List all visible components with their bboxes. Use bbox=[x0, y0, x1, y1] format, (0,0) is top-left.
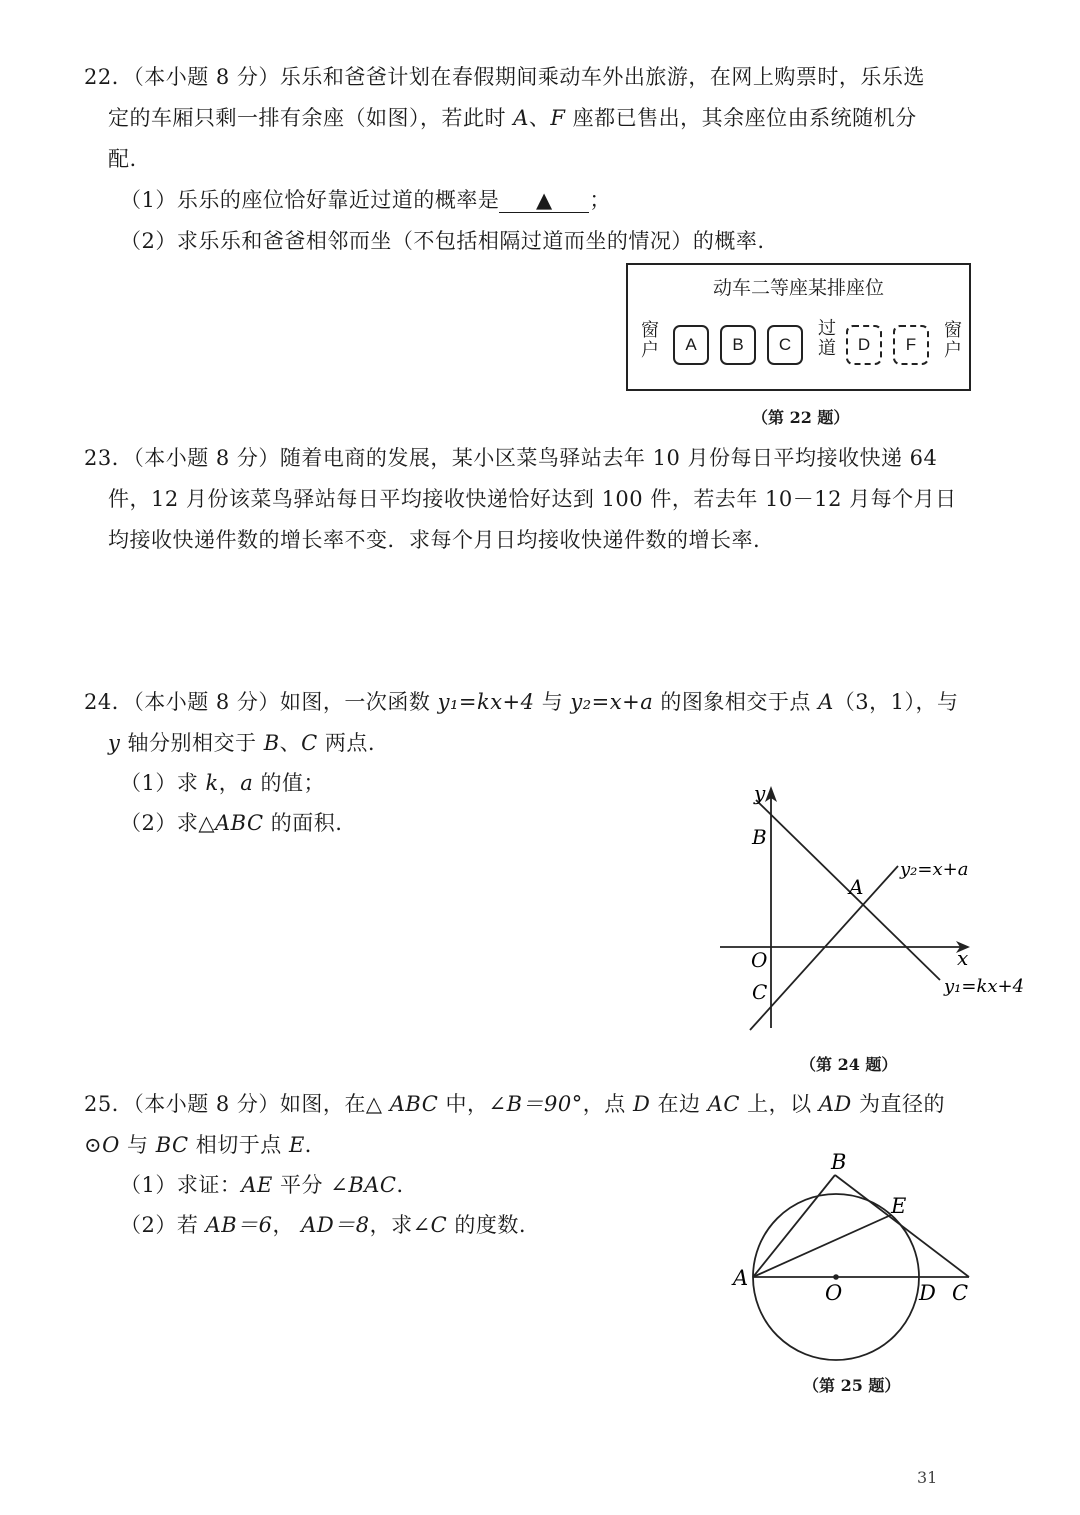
q25-part-2-text: （2）若 bbox=[120, 1213, 206, 1237]
y-axis-label: y bbox=[754, 781, 766, 805]
q24-line-2-sep: 、 bbox=[279, 731, 302, 755]
q22-seat-a-ref: A bbox=[513, 106, 529, 130]
q22-sep: 、 bbox=[528, 106, 551, 130]
q25-part-1-tail: ． bbox=[396, 1173, 418, 1197]
q24-part-1 bbox=[120, 768, 325, 798]
q24-triangle-abc: ABC bbox=[215, 811, 264, 835]
q22-line-2-text: 定的车厢只剩一排有余座（如图），若此时 bbox=[108, 106, 514, 130]
blank-triangle-mark: ▲ bbox=[536, 188, 553, 212]
q25-part-2-sep: ， bbox=[272, 1213, 302, 1237]
q25-circle-o: O bbox=[102, 1133, 120, 1157]
q24-line-1 bbox=[84, 687, 958, 717]
point-b-label: B bbox=[752, 825, 767, 849]
q24-function-2: y₂=x+a bbox=[570, 690, 654, 714]
window-left-char-2: 户 bbox=[641, 340, 659, 361]
q25-segment-ad: AD bbox=[818, 1092, 852, 1116]
q24-line-1-mid: 的图象相交于点 bbox=[653, 690, 819, 714]
label-d: D bbox=[919, 1281, 936, 1305]
q24-line-2-tail: 两点. bbox=[317, 731, 376, 755]
page-number: 31 bbox=[917, 1468, 938, 1487]
y1-label: y₁=kx+4 bbox=[944, 976, 1025, 997]
q25-line-1-mid3: 在边 bbox=[650, 1092, 708, 1116]
q25-segment-ae: AE bbox=[241, 1173, 273, 1197]
q25-line-1-text: 25．（本小题 8 分）如图，在△ bbox=[84, 1092, 390, 1116]
q24-line-1-tail: （3，1），与 bbox=[833, 690, 959, 714]
q22-line-1: 22．（本小题 8 分）乐乐和爸爸计划在春假期间乘动车外出旅游，在网上购票时，乐乐选 bbox=[84, 65, 925, 89]
label-a: A bbox=[733, 1266, 749, 1290]
q22-part-2: （2）求乐乐和爸爸相邻而坐（不包括相隔过道而坐的情况）的概率. bbox=[120, 229, 765, 253]
window-right-label bbox=[943, 321, 963, 361]
q24-point-c: C bbox=[301, 731, 318, 755]
q24-point-b: B bbox=[263, 731, 280, 755]
label-e: E bbox=[891, 1194, 907, 1218]
q24-line-1-and: 与 bbox=[534, 690, 571, 714]
segment-ab bbox=[753, 1175, 835, 1277]
q24-part-2 bbox=[120, 808, 342, 838]
segment-bc bbox=[835, 1175, 969, 1277]
q24-part-2-tail: 的面积. bbox=[263, 811, 343, 835]
line-y2 bbox=[750, 866, 898, 1030]
q24-function-1: y₁=kx+4 bbox=[437, 690, 535, 714]
q25-part-2-tail: 的度数. bbox=[447, 1213, 527, 1237]
label-o: O bbox=[825, 1281, 843, 1305]
q25-angle-c: ∠C bbox=[412, 1213, 448, 1237]
q25-part-2 bbox=[120, 1210, 526, 1240]
point-a-label: A bbox=[849, 875, 864, 899]
q22-line-2 bbox=[108, 103, 917, 133]
q22-part-1 bbox=[120, 185, 611, 215]
q25-point-d: D bbox=[632, 1092, 651, 1116]
q25-line-1-mid2: ，点 bbox=[582, 1092, 633, 1116]
q25-angle-b: ∠B＝90° bbox=[488, 1092, 583, 1116]
seat-a: A bbox=[673, 325, 709, 365]
q25-line-1-mid: 中， bbox=[438, 1092, 489, 1116]
q25-line-2-text: 与 bbox=[119, 1133, 156, 1157]
q25-line-1 bbox=[84, 1089, 945, 1119]
q22-caption: （第 22 题） bbox=[752, 408, 850, 427]
point-c-label: C bbox=[752, 980, 768, 1004]
q25-geometry-figure bbox=[725, 1145, 985, 1375]
seat-diagram bbox=[626, 263, 971, 391]
q25-part-1 bbox=[120, 1170, 418, 1200]
q24-line-1-text: 24．（本小题 8 分）如图，一次函数 bbox=[84, 690, 438, 714]
q23-line-3: 均接收快递件数的增长率不变．求每个月日均接收快递件数的增长率. bbox=[108, 528, 761, 552]
q24-line-2 bbox=[108, 728, 375, 758]
center-dot bbox=[833, 1274, 839, 1280]
q24-part-1-text: （1）求 bbox=[120, 771, 206, 795]
q25-line-2-tail: ． bbox=[304, 1133, 327, 1157]
q25-line-2-mid: 相切于点 bbox=[188, 1133, 289, 1157]
q25-point-e: E bbox=[288, 1133, 305, 1157]
q25-part-2-mid: ，求 bbox=[369, 1213, 413, 1237]
q23-line-1: 23．（本小题 8 分）随着电商的发展，某小区菜鸟驿站去年 10 月份每日平均接收快递 64 bbox=[84, 446, 938, 470]
line-y1 bbox=[756, 800, 940, 980]
seat-c: C bbox=[767, 325, 803, 365]
q22-seat-f-ref: F bbox=[550, 106, 566, 130]
answer-blank[interactable] bbox=[499, 188, 589, 213]
q22-part-1-text: （1）乐乐的座位恰好靠近过道的概率是 bbox=[120, 188, 500, 212]
q24-y-var: y bbox=[108, 731, 121, 755]
origin-label: O bbox=[751, 948, 768, 972]
label-c: C bbox=[952, 1281, 969, 1305]
q24-part-2-text: （2）求△ bbox=[120, 811, 216, 835]
q25-ad-value: AD＝8 bbox=[301, 1213, 370, 1237]
q24-k-var: k bbox=[205, 771, 219, 795]
window-left-label bbox=[640, 321, 660, 361]
q25-triangle: ABC bbox=[389, 1092, 439, 1116]
q25-segment-bc: BC bbox=[155, 1133, 189, 1157]
seat-diagram-title: 动车二等座某排座位 bbox=[712, 277, 884, 299]
q25-segment-ac: AC bbox=[707, 1092, 740, 1116]
window-right-char-1: 窗 bbox=[944, 320, 962, 341]
q25-line-2 bbox=[84, 1130, 326, 1160]
q22-line-2-tail: 座都已售出，其余座位由系统随机分 bbox=[565, 106, 917, 130]
aisle-char-1: 过 bbox=[818, 318, 836, 339]
seat-f: F bbox=[893, 325, 929, 365]
q25-line-1-mid4: 上，以 bbox=[739, 1092, 819, 1116]
window-left-char-1: 窗 bbox=[641, 320, 659, 341]
x-axis-label: x bbox=[957, 946, 969, 970]
q25-part-1-mid: 平分 bbox=[272, 1173, 331, 1197]
q23-line-2: 件，12 月份该菜鸟驿站每日平均接收快递恰好达到 100 件，若去年 10－12 月每个月日 bbox=[108, 487, 957, 511]
q25-angle-bac: ∠BAC bbox=[330, 1173, 397, 1197]
aisle-char-2: 道 bbox=[818, 338, 836, 359]
q25-caption: （第 25 题） bbox=[803, 1376, 901, 1395]
q25-part-1-text: （1）求证： bbox=[120, 1173, 242, 1197]
circle-symbol: ⊙ bbox=[84, 1133, 103, 1157]
seat-b: B bbox=[720, 325, 756, 365]
q24-graph bbox=[712, 780, 1032, 1040]
q22-line-3: 配. bbox=[108, 147, 137, 171]
q24-line-2-text: 轴分别相交于 bbox=[120, 731, 264, 755]
q25-ab-value: AB＝6 bbox=[205, 1213, 273, 1237]
aisle-label bbox=[817, 319, 837, 359]
q24-a-var: a bbox=[240, 771, 254, 795]
label-b: B bbox=[831, 1150, 847, 1174]
segment-ae bbox=[753, 1215, 891, 1277]
q24-point-a: A bbox=[818, 690, 834, 714]
q24-part-1-sep: ， bbox=[218, 771, 241, 795]
window-right-char-2: 户 bbox=[944, 340, 962, 361]
q24-part-1-tail: 的值； bbox=[253, 771, 325, 795]
seat-d: D bbox=[846, 325, 882, 365]
q25-line-1-tail: 为直径的 bbox=[851, 1092, 945, 1116]
y2-label: y₂=x+a bbox=[900, 859, 969, 880]
q24-caption: （第 24 题） bbox=[800, 1055, 898, 1074]
q22-part-1-end: ； bbox=[589, 188, 611, 212]
